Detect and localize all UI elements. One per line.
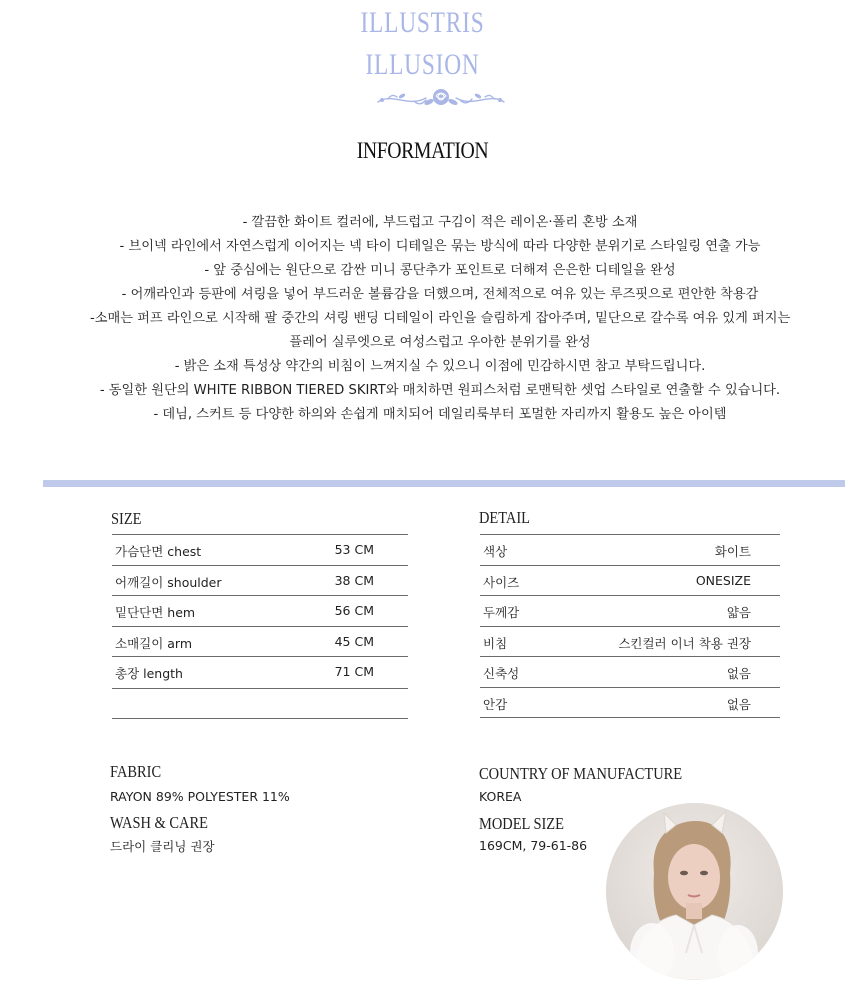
table-row	[480, 687, 780, 718]
size-label: 가슴단면 chest	[115, 544, 202, 559]
brand-logo-line1: ILLUSTRIS	[360, 6, 485, 39]
table-row	[480, 626, 780, 657]
table-row	[112, 534, 408, 565]
size-title: SIZE	[111, 509, 142, 528]
description-line: 플레어 실루엣으로 여성스럽고 우아한 분위기를 완성	[289, 335, 591, 350]
wash-care-title: WASH & CARE	[110, 813, 208, 832]
description-line: -소매는 퍼프 라인으로 시작해 팔 중간의 셔링 밴딩 디테일이 라인을 슬림하게 잡아주며, 밑단으로 갈수록 여유 있게 퍼지는	[90, 311, 791, 326]
size-label: 어깨길이 shoulder	[115, 574, 222, 590]
size-value: 53 CM	[334, 542, 374, 557]
description-line: - 브이넥 라인에서 자연스럽게 이어지는 넥 타이 디테일은 묶는 방식에 따라 다양한 분위기로 스타일링 연출 가능	[119, 239, 761, 254]
detail-value: 없음	[726, 666, 751, 682]
size-value: 71 CM	[334, 664, 374, 680]
size-label: 밑단단면 hem	[115, 605, 196, 621]
table-row-empty	[112, 688, 408, 719]
description-line: - 앞 중심에는 원단으로 감싼 미니 콩단추가 포인트로 더해져 은은한 디테일을 완성	[204, 263, 676, 278]
size-label: 소매길이 arm	[115, 635, 193, 651]
model-size-title: MODEL SIZE	[479, 814, 564, 833]
detail-title: DETAIL	[479, 508, 531, 527]
wash-care-value: 드라이 클리닝 권장	[110, 839, 215, 854]
table-row	[112, 565, 408, 596]
detail-value: ONESIZE	[695, 572, 751, 588]
model-photo	[606, 803, 783, 980]
detail-value: 스킨컬러 이너 착용 권장	[618, 635, 751, 651]
fabric-value: RAYON 89% POLYESTER 11%	[110, 789, 290, 804]
table-row	[480, 534, 780, 565]
information-title: INFORMATION	[356, 138, 489, 163]
table-row	[480, 595, 780, 626]
rose-ornament-icon	[374, 84, 508, 114]
size-value: 45 CM	[334, 633, 374, 649]
description-line: - 동일한 원단의 WHITE RIBBON TIERED SKIRT와 매치하면 원피스처럼 로맨틱한 셋업 스타일로 연출할 수 있습니다.	[99, 383, 781, 398]
detail-value: 얇음	[726, 605, 751, 621]
country-value: KOREA	[479, 789, 522, 804]
table-row	[480, 656, 780, 687]
size-label: 총장 length	[115, 666, 183, 682]
section-divider	[43, 480, 845, 487]
detail-label: 신축성	[483, 666, 520, 682]
fabric-title: FABRIC	[110, 762, 162, 781]
model-size-value: 169CM, 79-61-86	[479, 838, 588, 853]
detail-value: 화이트	[714, 544, 751, 559]
description-line: - 밝은 소재 특성상 약간의 비침이 느껴지실 수 있으니 이점에 민감하시면 참고 부탁드립니다.	[174, 359, 706, 374]
description-line: - 깔끔한 화이트 컬러에, 부드럽고 구김이 적은 레이온·폴리 혼방 소재	[242, 215, 638, 230]
description-line: - 데님, 스커트 등 다양한 하의와 손쉽게 매치되어 데일리룩부터 포멀한 자리까지 활용도 높은 아이템	[153, 407, 727, 422]
detail-label: 두께감	[483, 605, 520, 621]
table-row	[480, 565, 780, 596]
description-line: - 어깨라인과 등판에 셔링을 넣어 부드러운 볼륨감을 더했으며, 전체적으로 여유 있는 루즈핏으로 편안한 착용감	[121, 287, 759, 302]
detail-label: 색상	[483, 544, 508, 559]
detail-label: 사이즈	[483, 574, 520, 590]
size-table	[112, 534, 408, 719]
table-row	[112, 595, 408, 626]
size-value: 38 CM	[334, 572, 374, 588]
detail-label: 비침	[483, 635, 508, 651]
detail-table	[480, 534, 780, 718]
information-description	[90, 211, 790, 427]
detail-label: 안감	[483, 696, 508, 712]
brand-logo-line2: ILLUSION	[365, 48, 480, 81]
country-title: COUNTRY OF MANUFACTURE	[479, 764, 683, 783]
table-row	[112, 656, 408, 688]
detail-value: 없음	[726, 696, 751, 712]
size-value: 56 CM	[334, 603, 374, 619]
table-row	[112, 626, 408, 657]
